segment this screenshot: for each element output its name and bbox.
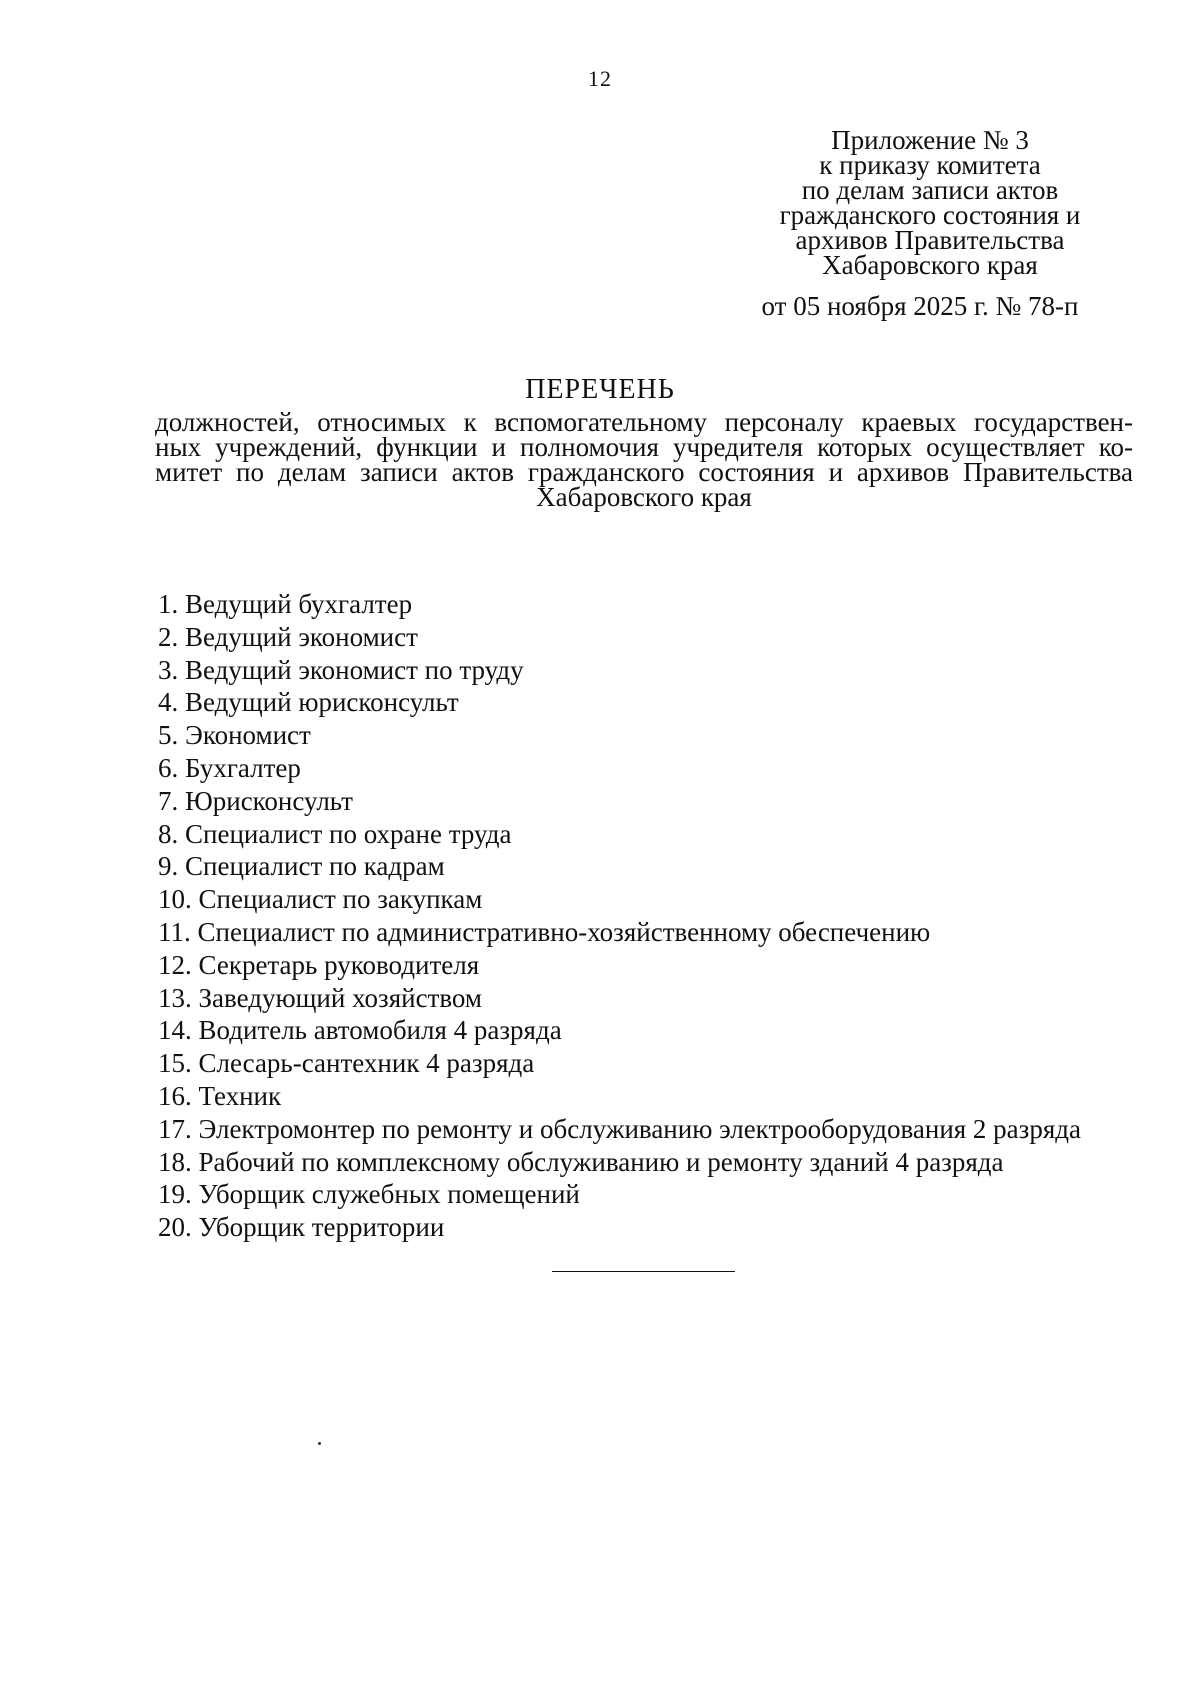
list-item: 4. Ведущий юрисконсульт (158, 687, 459, 718)
order-date: от 05 ноября 2025 г. № 78-п (761, 291, 1079, 321)
list-item: 16. Техник (158, 1080, 282, 1111)
list-item: 15. Слесарь-сантехник 4 разряда (158, 1048, 535, 1079)
list-item: 10. Специалист по закупкам (158, 884, 483, 915)
list-item: 20. Уборщик территории (158, 1212, 445, 1243)
list-item: 11. Специалист по административно-хозяйственному обеспечению (158, 916, 931, 947)
appendix-line: по делам записи актов (801, 175, 1059, 205)
list-item: 1. Ведущий бухгалтер (158, 589, 413, 619)
positions-list (158, 588, 1158, 1244)
appendix-line: к приказу комитета (819, 150, 1041, 180)
appendix-line: гражданского состояния и (779, 200, 1081, 230)
appendix-block (700, 125, 1160, 280)
appendix-line: архивов Правительства (795, 225, 1065, 255)
list-item: 13. Заведующий хозяйством (158, 982, 482, 1013)
subheading-line: Хабаровского края (536, 482, 752, 512)
appendix-line: Приложение № 3 (831, 125, 1029, 155)
list-item: 8. Специалист по охране труда (158, 818, 512, 849)
scan-speck (318, 1442, 321, 1445)
list-item: 18. Рабочий по комплексному обслуживанию и ремонту зданий 4 разряда (158, 1146, 1004, 1177)
subheading-line: ных учреждений, функции и полномочия учредителя которых осуществляет ко- (155, 432, 1133, 462)
list-item: 19. Уборщик служебных помещений (158, 1179, 580, 1210)
list-item: 3. Ведущий экономист по труду (158, 654, 524, 685)
list-item: 2. Ведущий экономист (158, 621, 418, 652)
list-item: 12. Секретарь руководителя (158, 949, 480, 980)
document-subheading (155, 407, 1133, 512)
list-item: 17. Электромонтер по ремонту и обслуживанию электрооборудования 2 разряда (158, 1113, 1081, 1144)
appendix-line: Хабаровского края (822, 250, 1038, 280)
document-heading: ПЕРЕЧЕНЬ (525, 374, 675, 405)
list-item: 7. Юрисконсульт (158, 785, 353, 816)
subheading-line: митет по делам записи актов гражданского состояния и архивов Правительства (155, 457, 1133, 487)
list-item: 5. Экономист (158, 720, 311, 751)
subheading-line: должностей, относимых к вспомогательному персоналу краевых государствен- (155, 407, 1133, 437)
end-divider (552, 1271, 735, 1272)
list-item: 6. Бухгалтер (158, 752, 301, 783)
list-item: 14. Водитель автомобиля 4 разряда (158, 1015, 562, 1046)
list-item: 9. Специалист по кадрам (158, 851, 445, 882)
page-number: 12 (588, 66, 612, 91)
